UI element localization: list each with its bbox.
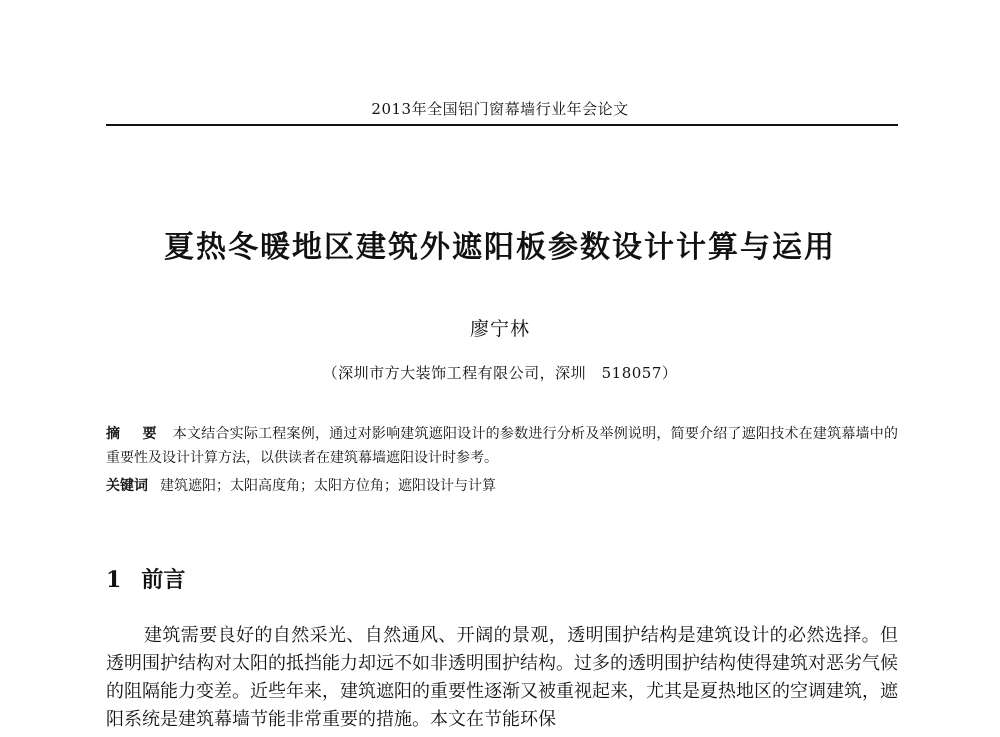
abstract-label: 摘 要 (106, 426, 161, 442)
section-title: 前言 (141, 568, 186, 593)
paper-title: 夏热冬暖地区建筑外遮阳板参数设计计算与运用 (164, 230, 836, 265)
section-number: 1 (106, 567, 122, 593)
author-name: 廖宁林 (469, 318, 530, 340)
header-rule (106, 124, 898, 126)
running-header: 2013年全国铝门窗幕墙行业年会论文 (371, 100, 629, 118)
keywords-text: 建筑遮阳；太阳高度角；太阳方位角；遮阳设计与计算 (160, 478, 496, 494)
abstract (106, 422, 898, 470)
keywords-label: 关键词 (106, 478, 148, 494)
section-heading (106, 563, 185, 594)
abstract-text: 本文结合实际工程案例，通过对影响建筑遮阳设计的参数进行分析及举例说明，简要介绍了遮阳技术在建筑幕墙中的重要性及设计计算方法，以供读者在建筑幕墙遮阳设计时参考。 (106, 426, 899, 466)
keywords (106, 474, 898, 498)
body-paragraph: 建筑需要良好的自然采光、自然通风、开阔的景观，透明围护结构是建筑设计的必然选择。但透明围护结构对太阳的抵挡能力却远不如非透明围护结构。过多的透明围护结构使得建筑对恶劣气候的阻隔能力变差。近些年来，建筑遮阳的重要性逐渐又被重视起来，尤其是夏热地区的空调建筑，遮阳系统是建筑幕墙节能非常重要的措施。本文在节能环保 (106, 625, 898, 730)
author-affiliation: （深圳市方大装饰工程有限公司，深圳 518057） (322, 364, 678, 382)
